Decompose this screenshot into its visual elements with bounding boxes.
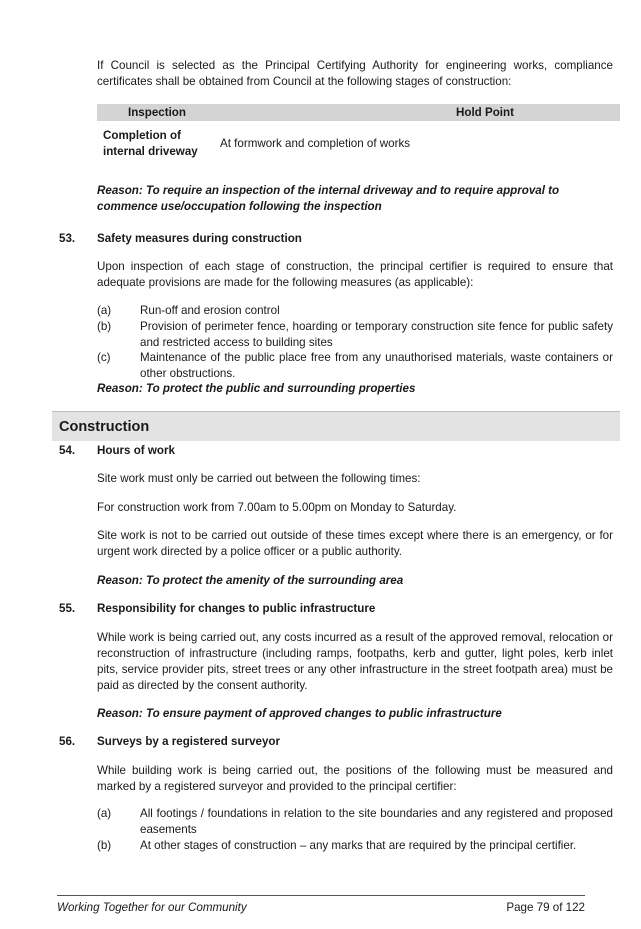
condition-paragraph: Site work must only be carried out between the following times: (97, 472, 421, 485)
list-item-label: (b) (97, 839, 112, 852)
table-cell-inspection: Completion of internal driveway (103, 129, 198, 158)
condition-body: While building work is being carried out, the positions of the following must be measured and marked by a registered surveyor and provided to the principal certifier: (97, 764, 613, 793)
reason-text: Reason: To require an inspection of the internal driveway and to require approval to commence use/occupation following the inspection (97, 184, 560, 213)
section-heading-bar (52, 411, 620, 441)
condition-paragraph: Site work is not to be carried out outside of these times except where there is an emergency, or for urgent work directed by a police officer or a public authority. (97, 529, 613, 558)
condition-title: Surveys by a registered surveyor (97, 735, 281, 748)
condition-title: Hours of work (97, 444, 175, 457)
condition-number: 55. (59, 602, 76, 615)
list-item-text: Run-off and erosion control (140, 304, 280, 317)
condition-number: 56. (59, 735, 76, 748)
table-header-hold-point: Hold Point (456, 106, 514, 119)
table-header-row (97, 104, 620, 121)
footer-tagline: Working Together for our Community (57, 901, 247, 914)
table-cell-hold-point: At formwork and completion of works (220, 137, 411, 150)
condition-body: While work is being carried out, any costs incurred as a result of the approved removal, relocation or reconstruction of infrastructure (including ramps, footpaths, kerb and gutter, light poles, kerb inlet pits, service provider pits, street trees or any other infrastructure in the street footpath area) must be paid as directed by the consent authority. (97, 631, 613, 692)
condition-number: 53. (59, 232, 76, 245)
list-item-label: (b) (97, 320, 112, 333)
list-item-label: (a) (97, 807, 112, 820)
list-item-label: (a) (97, 304, 112, 317)
list-item-text: Maintenance of the public place free from any unauthorised materials, waste containers or other obstructions. (140, 351, 613, 380)
list-item-text: At other stages of construction – any marks that are required by the principal certifier. (140, 839, 577, 852)
section-heading: Construction (59, 419, 150, 435)
reason-text: Reason: To protect the amenity of the surrounding area (97, 574, 404, 587)
list-item-text: All footings / foundations in relation to the site boundaries and any registered and proposed easements (140, 807, 613, 836)
intro-paragraph: If Council is selected as the Principal Certifying Authority for engineering works, compliance certificates shall be obtained from Council at the following stages of construction: (97, 59, 613, 88)
condition-title: Safety measures during construction (97, 232, 302, 245)
reason-text: Reason: To ensure payment of approved changes to public infrastructure (97, 707, 502, 720)
reason-text: Reason: To protect the public and surrounding properties (97, 382, 416, 395)
page-number: Page 79 of 122 (506, 901, 585, 914)
list-item-text: Provision of perimeter fence, hoarding or temporary construction site fence for public safety and restricted access to building sites (140, 320, 613, 349)
footer-divider (57, 895, 585, 896)
condition-body: Upon inspection of each stage of construction, the principal certifier is required to ensure that adequate provisions are made for the following measures (as applicable): (97, 260, 613, 289)
list-item-label: (c) (97, 351, 111, 364)
condition-number: 54. (59, 444, 76, 457)
table-header-inspection: Inspection (128, 106, 186, 119)
condition-title: Responsibility for changes to public infrastructure (97, 602, 376, 615)
condition-paragraph: For construction work from 7.00am to 5.00pm on Monday to Saturday. (97, 501, 457, 514)
